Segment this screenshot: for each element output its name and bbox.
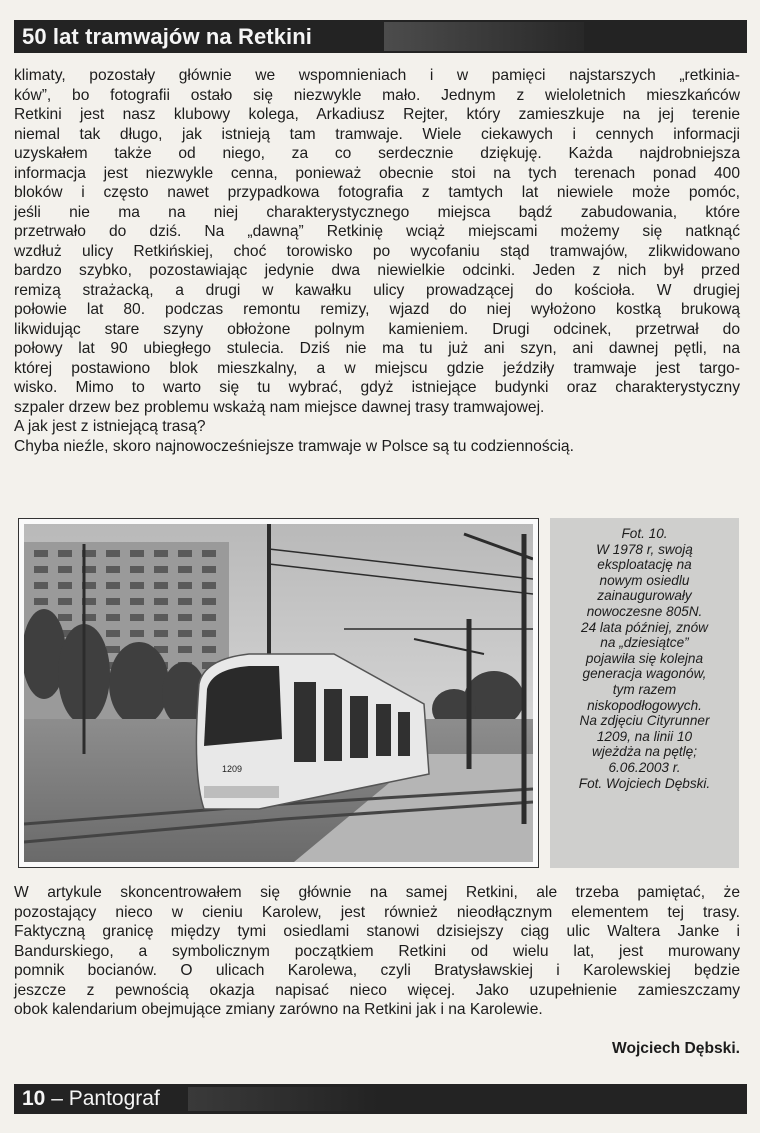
caption-line: W 1978 r, swoją (596, 541, 693, 557)
text-line: bardzo szybko, pozostawiając jedynie dwa niewielkie odcinki. Jeden z nich był przed (14, 262, 740, 279)
text-line: Chyba nieźle, skoro najnowocześniejsze tramwaje w Polsce są tu codziennością. (14, 437, 574, 455)
caption-line: generacja wagonów, (582, 666, 707, 682)
text-line: ków”, bo fotografii ostało się niezwykle mało. Jednym z wieloletnich mieszkańców (14, 86, 740, 104)
caption-line: Fot. Wojciech Dębski. (578, 775, 711, 791)
author-signature: Wojciech Dębski. (612, 1040, 740, 1057)
text-line: pomnik bocianów. O ulicach Karolewa, czyli Bratysławskiej i Karolewskiej będzie (14, 962, 740, 979)
text-line: niemal tak długo, jak istnieją tam tramwaje. Wiele ciekawych i cennych informacji (14, 125, 740, 143)
article-body-top (14, 66, 740, 456)
caption-line: 6.06.2003 r. (608, 759, 681, 775)
photo-frame (18, 518, 539, 868)
text-line: Bandurskiego, a symbolicznym początkiem Retkini od wielu lat, jest murowany (14, 942, 740, 960)
text-line: pozostający nieco w cieniu Karolew, jest również nieodłącznym elementem tej trasy. (14, 903, 740, 921)
caption-line: tym razem (612, 681, 677, 697)
text-line: W artykule skoncentrowałem się głównie na samej Retkini, ale trzeba pamiętać, że (14, 884, 740, 901)
caption-line: zainaugurowały (597, 588, 692, 604)
text-line: której postawiono blok mieszkalny, a w miejscu gdzie jeździły tramwaje jest targo- (14, 359, 740, 377)
text-line: połowy lat 90 ubiegłego stulecia. Dziś nie ma tu już ani szyn, ani dawnej pętli, na (14, 340, 740, 357)
caption-line: 1209, na linii 10 (596, 728, 693, 744)
footer-decoration (188, 1087, 378, 1111)
text-line: szpaler drzew bez problemu wskażą nam miejsce dawnej trasy tramwajowej. (14, 398, 545, 416)
caption-line: Fot. 10. (621, 526, 668, 541)
text-line: A jak jest z istniejącą trasą? (14, 418, 206, 435)
article-body-bottom (14, 883, 740, 1020)
caption-line: na „dziesiątce” (600, 635, 689, 651)
text-line: przetrwało do dziś. Na „dawną” Retkinię wciąż miejscami możemy się natknąć (14, 223, 740, 240)
text-line: likwidując stare szyny obłożone polnym kamieniem. Drugi odcinek, przetrwał do (14, 320, 740, 338)
tram-number: 1209 (222, 764, 243, 774)
text-line: bloków i często nawet przypadkowa fotografia z tamtych lat niewiele może pomóc, (14, 184, 740, 201)
caption-line: pojawiła się kolejna (585, 650, 704, 666)
text-line: uzyskałem także od niego, za co serdecznie dziękuję. Każda najdrobniejsza (14, 145, 740, 162)
header-bar (14, 20, 747, 53)
text-line: wisko. Mimo to warto się tu wybrać, gdyż istniejące budynki oraz charakterystyczny (14, 379, 740, 396)
text-line: połowie lat 80. podczas remontu remizy, wjazd do niej wyłożono kostką brukową (14, 301, 740, 318)
tram-photo (24, 524, 533, 862)
page-number: 10 (22, 1087, 46, 1110)
photo-caption (550, 518, 739, 868)
text-line: jeszcze z pewnością okazja napisać nieco więcej. Jako uzupełnienie zamieszczamy (14, 981, 740, 999)
caption-line: nowym osiedlu (599, 572, 690, 588)
header-decoration (384, 22, 584, 51)
text-line: informacja jest niezwykle cenna, ponieważ obecnie stoi na tych terenach ponad 400 (14, 164, 740, 182)
magazine-name: Pantograf (68, 1087, 160, 1110)
text-line: klimaty, pozostały głównie we wspomnieniach i w pamięci najstarszych „retkinia- (14, 67, 740, 84)
footer-bar (14, 1084, 747, 1114)
text-line: Retkini jest nasz klubowy kolega, Arkadiusz Rejter, który zamieszkuje na jej terenie (14, 106, 740, 123)
caption-line: niskopodłogowych. (587, 697, 702, 713)
text-line: wzdłuż ulicy Retkińskiej, choć torowisko po wycofaniu stąd tramwajów, zlikwidowano (14, 242, 740, 260)
footer-separator: – (51, 1087, 63, 1110)
caption-line: nowoczesne 805N. (586, 603, 703, 619)
caption-line: wjeżdża na pętlę; (591, 744, 698, 760)
caption-line: 24 lata później, znów (581, 619, 708, 635)
text-line: obok kalendarium obejmujące zmiany zarówno na Retkini jak i na Karolewie. (14, 1001, 543, 1018)
caption-line: Na zdjęciu Cityrunner (579, 713, 710, 729)
page-title: 50 lat tramwajów na Retkini (22, 23, 313, 49)
text-line: jeśli nie ma na niej charakterystycznego miejsca bądź zabudowania, które (14, 203, 740, 221)
text-line: remizą strażacką, a drugi w kawałku ulicy prowadzącej do kościoła. W drugiej (14, 281, 740, 299)
text-line: Faktyczną granicę między tymi osiedlami stanowi dzisiejszy ciąg ulic Waltera Janke i (14, 923, 740, 940)
caption-line: eksploatację na (597, 557, 692, 573)
